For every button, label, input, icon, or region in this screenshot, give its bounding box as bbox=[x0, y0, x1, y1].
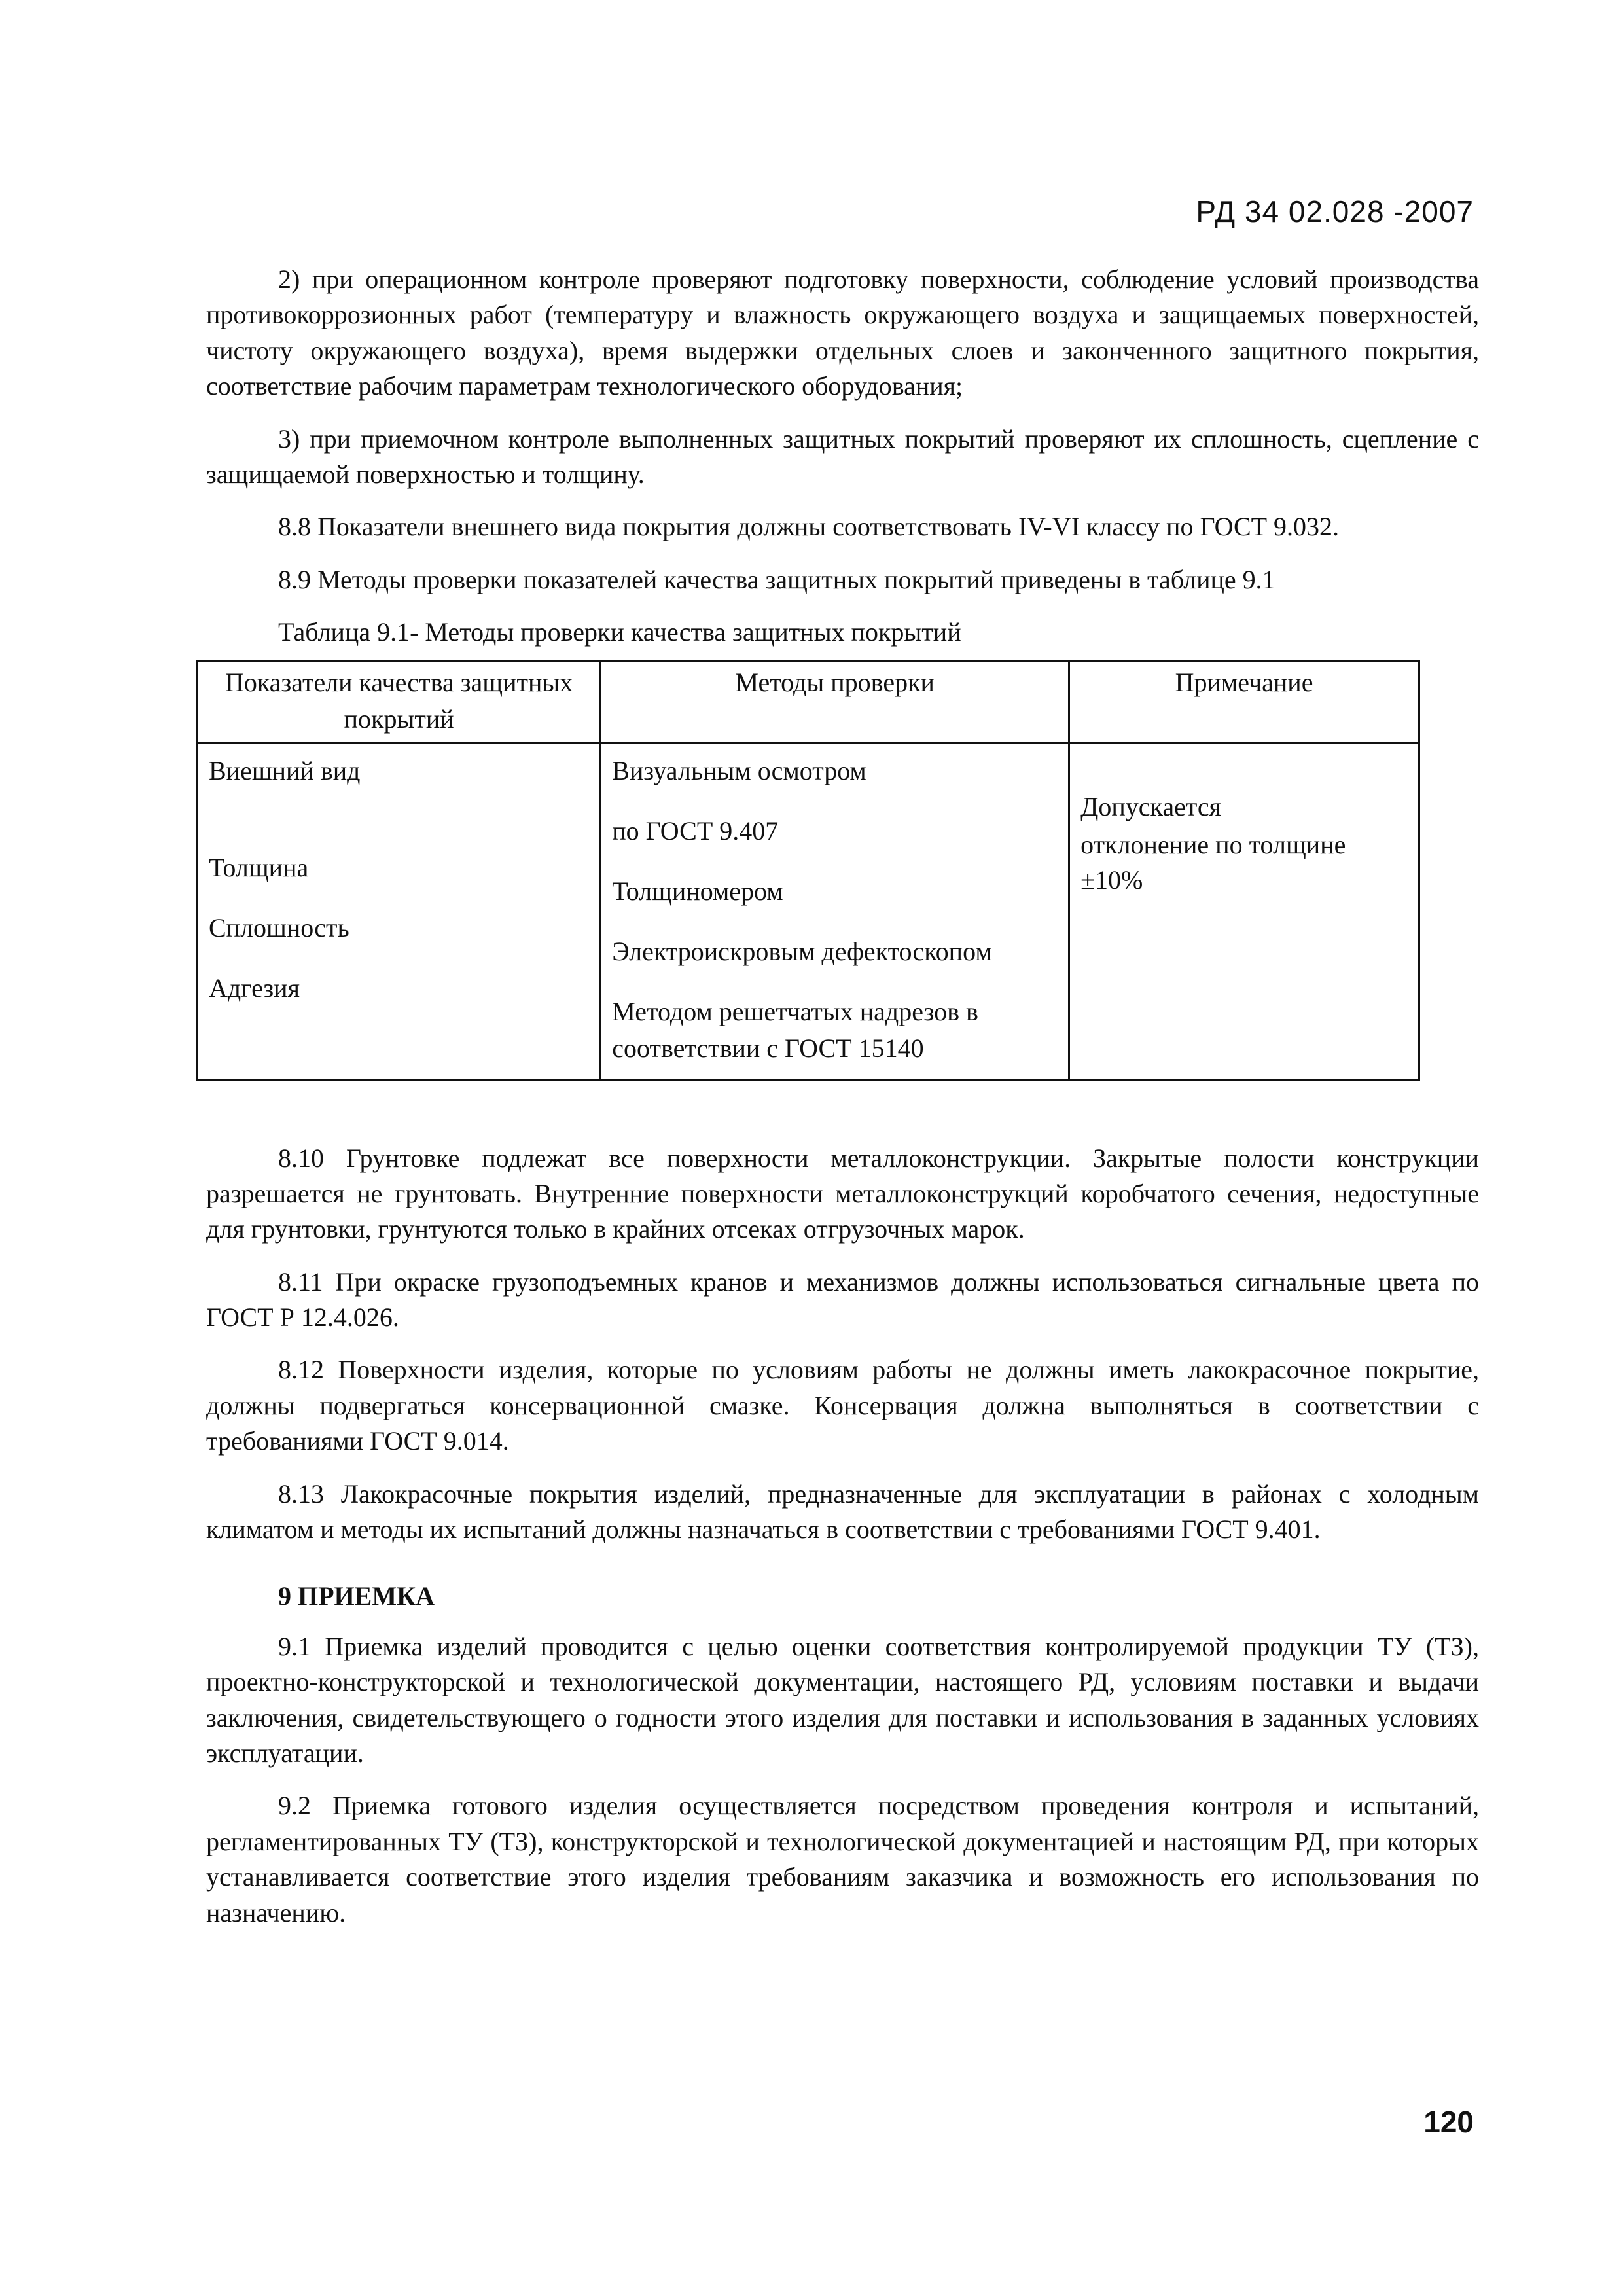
section-heading-acceptance: 9 ПРИЕМКА bbox=[278, 1581, 435, 1611]
method-cross-cut: Методом решетчатых надрезов в соответствии с ГОСТ 15140 bbox=[612, 996, 978, 1063]
method-spark-detector: Электроискровым дефектоскопом bbox=[612, 936, 992, 966]
indicator-thickness: Толщина bbox=[209, 852, 309, 882]
method-thickness-gauge: Толщиномером bbox=[612, 876, 783, 906]
header-methods: Методы проверки bbox=[601, 660, 1069, 742]
indicator-spacer bbox=[209, 813, 589, 850]
paragraph-8-9: 8.9 Методы проверки показателей качества защитных покрытий приведены в таблице 9.1 bbox=[278, 564, 1275, 594]
table-caption: Таблица 9.1- Методы проверки качества защитных покрытий bbox=[278, 617, 961, 647]
paragraph-9-1: 9.1 Приемка изделий проводится с целью оценки соответствия контролируемой продукции ТУ (ТЗ), проектно-конструкторской и технологической документации, настоящего РД, условиям поставки и выдачи заключения, свидетельствующего о годности этого изделия для поставки и использования в заданных условиях эксплуатации. bbox=[206, 1631, 1479, 1768]
quality-methods-table bbox=[196, 660, 1420, 1081]
method-visual-standard: по ГОСТ 9.407 bbox=[612, 816, 779, 846]
note-cell bbox=[1069, 742, 1419, 1079]
paragraph-8-11: 8.11 При окраске грузоподъемных кранов и механизмов должны использоваться сигнальные цвета по ГОСТ Р 12.4.026. bbox=[206, 1266, 1479, 1333]
methods-cell bbox=[601, 742, 1069, 1079]
note-line-1: Допускается bbox=[1080, 791, 1221, 821]
paragraph-acceptance-control: 3) при приемочном контроле выполненных защитных покрытий проверяют их сплошность, сцепление с защищаемой поверхностью и толщину. bbox=[206, 423, 1479, 489]
paragraph-8-10: 8.10 Грунтовке подлежат все поверхности металлоконструкции. Закрытые полости конструкции разрешается не грунтовать. Внутренние поверхности металлоконструкций коробчатого сечения, недоступные для грунтовки, грунтуются только в крайних отсеках отгрузочных марок. bbox=[206, 1143, 1479, 1244]
paragraph-8-13: 8.13 Лакокрасочные покрытия изделий, предназначенные для эксплуатации в районах с холодным климатом и методы их испытаний должны назначаться в соответствии с требованиями ГОСТ 9.401. bbox=[206, 1479, 1479, 1545]
page-number: 120 bbox=[1423, 2105, 1474, 2139]
indicators-cell bbox=[198, 742, 601, 1079]
document-code: РД 34 02.028 -2007 bbox=[1196, 194, 1474, 228]
note-line-2: отклонение по толщине ±10% bbox=[1080, 829, 1346, 895]
table-header-row bbox=[198, 660, 1419, 742]
indicator-continuity: Сплошность bbox=[209, 912, 349, 942]
paragraph-9-2: 9.2 Приемка готового изделия осуществляется посредством проведения контроля и испытаний, регламентированных ТУ (ТЗ), конструкторской и технологической документацией и настоящим РД, при которых устанавливается соответствие этого изделия требованиям заказчика и возможность его использования по назначению. bbox=[206, 1791, 1479, 1928]
page-content bbox=[206, 262, 1479, 1948]
header-note: Примечание bbox=[1069, 660, 1419, 742]
paragraph-8-12: 8.12 Поверхности изделия, которые по условиям работы не должны иметь лакокрасочное покрытие, должны подвергаться консервационной смазке. Консервация должна выполняться в соответствии с требованиями ГОСТ 9.014. bbox=[206, 1355, 1479, 1456]
indicator-appearance: Виешний вид bbox=[209, 755, 361, 785]
paragraph-operational-control: 2) при операционном контроле проверяют подготовку поверхности, соблюдение условий производства противокоррозионных работ (температуру и влажность окружающего воздуха и защищаемых поверхностей, чистоту окружающего воздуха), время выдержки отдельных слоев и законченного защитного покрытия, соответствие рабочим параметрам технологического оборудования; bbox=[206, 264, 1479, 401]
header-indicators: Показатели качества защитных покрытий bbox=[198, 660, 601, 742]
paragraph-8-8: 8.8 Показатели внешнего вида покрытия должны соответствовать IV-VI классу по ГОСТ 9.032. bbox=[278, 512, 1340, 542]
indicator-adhesion: Адгезия bbox=[209, 973, 300, 1003]
table-row bbox=[198, 742, 1419, 1079]
method-visual: Визуальным осмотром bbox=[612, 755, 866, 785]
